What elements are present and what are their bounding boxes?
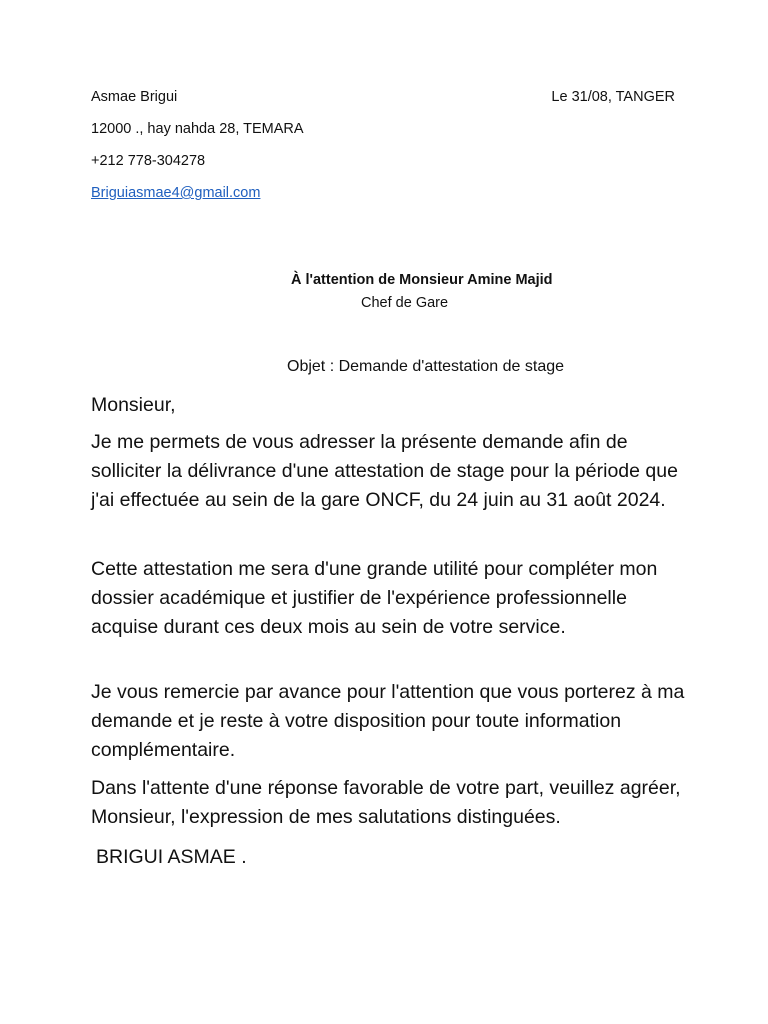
- subject-line: Objet : Demande d'attestation de stage: [287, 358, 565, 375]
- sender-address: 12000 ., hay nahda 28, TEMARA: [91, 121, 304, 137]
- date-place: Le 31/08, TANGER: [551, 89, 675, 105]
- sender-name: Asmae Brigui: [91, 89, 178, 105]
- body-paragraph-2: Cette attestation me sera d'une grande utilité pour compléter mon dossier académique et justifier de l'expérience professionnelle acquise durant ces deux mois au sein de votre service.: [91, 558, 658, 638]
- signature: BRIGUI ASMAE .: [96, 846, 247, 868]
- recipient-attention: À l'attention de Monsieur Amine Majid: [291, 272, 553, 288]
- body-paragraph-3: Je vous remercie par avance pour l'attention que vous porterez à ma demande et je reste à votre disposition pour toute information complémentaire.: [91, 681, 685, 761]
- sender-email-link[interactable]: Briguiasmae4@gmail.com: [91, 185, 261, 201]
- body-paragraph-4: Dans l'attente d'une réponse favorable de votre part, veuillez agréer, Monsieur, l'expression de mes salutations distinguées.: [91, 777, 681, 828]
- sender-phone: +212 778-304278: [91, 153, 206, 169]
- salutation: Monsieur,: [91, 394, 176, 416]
- recipient-role: Chef de Gare: [361, 295, 449, 311]
- body-paragraph-1: Je me permets de vous adresser la présente demande afin de solliciter la délivrance d'une attestation de stage pour la période que j'ai effectuée au sein de la gare ONCF, du 24 juin au 31 août 2024.: [91, 431, 678, 511]
